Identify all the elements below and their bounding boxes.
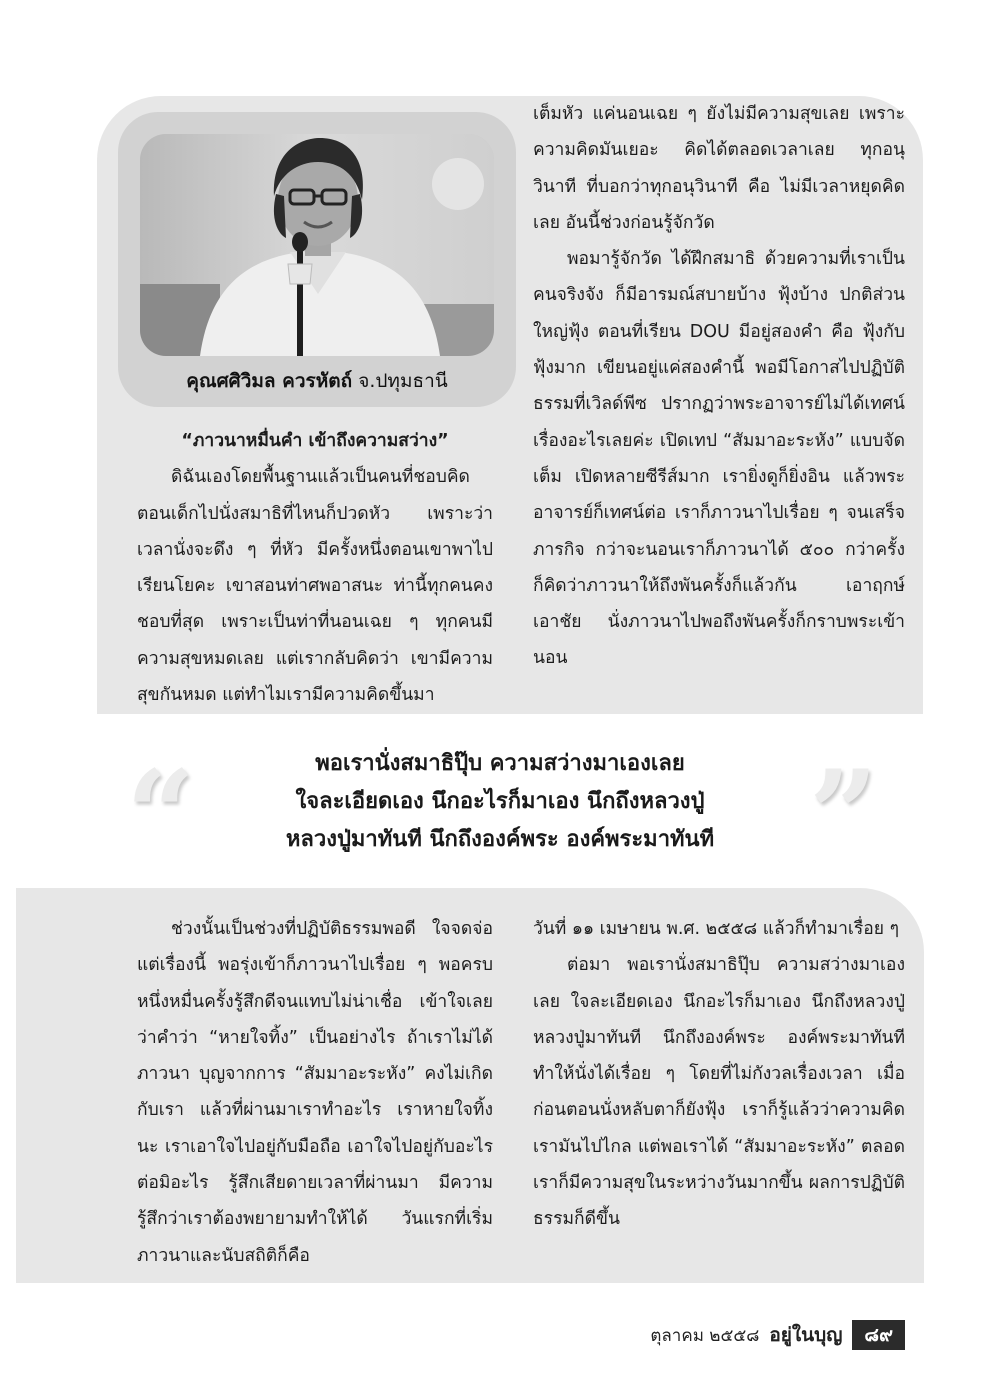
pull-quote-line: พอเรานั่งสมาธิปุ๊บ ความสว่างมาเองเลย — [315, 751, 685, 776]
right-bottom-column — [533, 911, 905, 1238]
pull-quote-line: หลวงปู่มาทันที นึกถึงองค์พระ องค์พระมาทันที — [285, 827, 715, 852]
pull-quote-text — [180, 745, 820, 859]
magazine-name: อยู่ในบุญ — [769, 1324, 843, 1346]
paragraph: เต็มหัว แค่นอนเฉย ๆ ยังไม่มีความสุขเลย เพราะความคิดมันเยอะ คิดได้ตลอดเวลาเลย ทุกอนุวินาที ที่บอกว่าทุกอนุวินาที คือ ไม่มีเวลาหยุดคิดเลย อันนี้ช่วงก่อนรู้จักวัด — [533, 104, 905, 233]
paragraph: พอมารู้จักวัด ได้ฝึกสมาธิ ด้วยความที่เราเป็นคนจริงจัง ก็มีอารมณ์สบายบ้าง ฟุ้งบ้าง ปกติส่วนใหญ่ฟุ้ง ตอนที่เรียน DOU มีอยู่สองคำ คือ ฟุ้งกับฟุ้งมาก เขียนอยู่แค่สองคำนี้ พอมีโอกาสไปปฏิบัติธรรมที่เวิลด์พีซ ปรากฏว่าพระอาจารย์ไม่ได้เทศน์เรื่องอะไรเลยค่ะ เปิดเทป “สัมมาอะระหัง” แบบจัดเต็ม เปิดหลายซีรีส์มาก เรายิ่งดูก็ยิ่งอิน แล้วพระอาจารย์ก็เทศน์ต่อ เราก็ภาวนาไปเรื่อย ๆ จนเสร็จภารกิจ กว่าจะนอนเราก็ภาวนาได้ ๕๐๐ กว่าครั้ง ก็คิดว่าภาวนาให้ถึงพันครั้งก็แล้วกัน เอาฤกษ์เอาชัย นั่งภาวนาไปพอถึงพันครั้งก็กราบพระเข้านอน — [533, 249, 905, 669]
issue-date: ตุลาคม ๒๕๕๘ — [650, 1325, 760, 1346]
photo-illustration — [140, 134, 494, 356]
article-subtitle: “ภาวนาหมื่นคำ เข้าถึงความสว่าง” — [181, 431, 449, 451]
paragraph: วันที่ ๑๑ เมษายน พ.ศ. ๒๕๕๘ แล้วก็ทำมาเรื่อย ๆ — [533, 919, 900, 939]
page-number: ๘๙ — [852, 1320, 905, 1350]
left-bottom-column — [137, 911, 493, 1274]
profile-photo-frame — [118, 112, 516, 407]
paragraph: ช่วงนั้นเป็นช่วงที่ปฏิบัติธรรมพอดี ใจจดจ่อแต่เรื่องนี้ พอรุ่งเข้าก็ภาวนาไปเรื่อย ๆ พอครบหนึ่งหมื่นครั้งรู้สึกดีจนแทบไม่น่าเชื่อ เข้าใจเลยว่าคำว่า “หายใจทิ้ง” เป็นอย่างไร ถ้าเราไม่ได้ภาวนา บุญจากการ “สัมมาอะระหัง” คงไม่เกิดกับเรา แล้วที่ผ่านมาเราทำอะไร เราหายใจทิ้งนะ เราเอาใจไปอยู่กับมือถือ เอาใจไปอยู่กับอะไรต่อมิอะไร รู้สึกเสียดายเวลาที่ผ่านมา มีความรู้สึกว่าเราต้องพยายามทำให้ได้ วันแรกที่เริ่มภาวนาและนับสถิติก็คือ — [137, 919, 493, 1266]
profile-name: คุณศศิวิมล ควรหัตถ์ — [186, 370, 353, 392]
pull-quote — [100, 744, 900, 885]
profile-photo — [140, 134, 494, 356]
close-quote-mark: ” — [808, 744, 878, 885]
open-quote-mark: “ — [126, 744, 196, 885]
paragraph: ดิฉันเองโดยพื้นฐานแล้วเป็นคนที่ชอบคิด ตอนเด็กไปนั่งสมาธิที่ไหนก็ปวดหัว เพราะว่าเวลานั่งจะดึง ๆ ที่หัว มีครั้งหนึ่งตอนเขาพาไปเรียนโยคะ เขาสอนท่าศพอาสนะ ท่านี้ทุกคนคงชอบที่สุด เพราะเป็นท่าที่นอนเฉย ๆ ทุกคนมีความสุขหมดเลย แต่เรากลับคิดว่า เขามีความสุขกันหมด แต่ทำไมเรามีความคิดขึ้นมา — [137, 467, 493, 706]
profile-caption — [118, 364, 516, 398]
page-footer — [650, 1320, 905, 1350]
profile-province: จ.ปทุมธานี — [358, 370, 448, 392]
left-top-column — [137, 423, 493, 713]
paragraph: ต่อมา พอเรานั่งสมาธิปุ๊บ ความสว่างมาเองเลย ใจละเอียดเอง นึกอะไรก็มาเอง นึกถึงหลวงปู่ หลวงปู่มาทันที นึกถึงองค์พระ องค์พระมาทันที ทำให้นั่งได้เรื่อย ๆ โดยที่ไม่กังวลเรื่องเวลา เมื่อก่อนตอนนั่งหลับตาก็ยังฟุ้ง เราก็รู้แล้วว่าความคิดเรามันไปไกล แต่พอเราได้ “สัมมาอะระหัง” ตลอด เราก็มีความสุขในระหว่างวันมากขึ้น ผลการปฏิบัติธรรมก็ดีขึ้น — [533, 955, 905, 1230]
right-top-column — [533, 96, 905, 677]
pull-quote-line: ใจละเอียดเอง นึกอะไรก็มาเอง นึกถึงหลวงปู่ — [295, 789, 705, 814]
